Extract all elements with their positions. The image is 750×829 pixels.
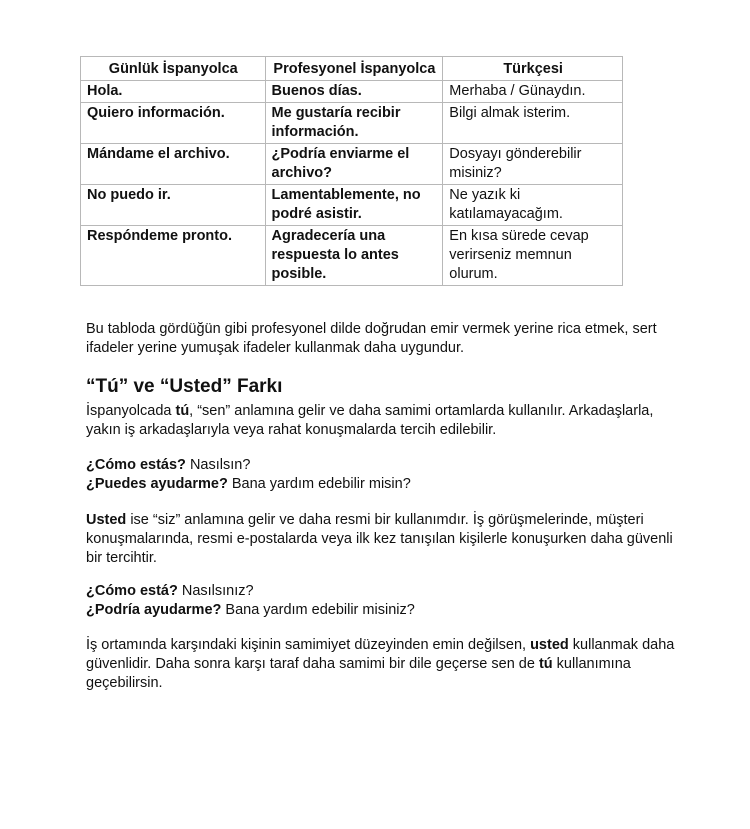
cell-professional: Me gustaría recibir información. <box>265 103 443 144</box>
closing-mid: kullanmak daha güvenlidir. Daha sonra karşı taraf daha samimi bir dile geçerse sen de <box>86 637 675 672</box>
usted-example-2-es: ¿Podría ayudarme? <box>86 602 222 618</box>
closing-word-usted: usted <box>530 637 569 653</box>
cell-professional: ¿Podría enviarme el archivo? <box>265 144 443 185</box>
usted-post: ise “siz” anlamına gelir ve daha resmi bir kullanımdır. İş görüşmelerinde, müşteri konuşmalarında, resmi e-postalarda veya ilk kez tanışılan kişilerle konuşurken daha güvenli bir tercihtir. <box>86 512 673 566</box>
tu-examples <box>86 456 686 494</box>
table-row <box>81 226 623 286</box>
tu-example-2-tr: Bana yardım edebilir misin? <box>227 476 411 492</box>
usted-paragraph <box>86 511 686 568</box>
table-row <box>81 185 623 226</box>
cell-professional: Agradecería una respuesta lo antes posible. <box>265 226 443 286</box>
usted-example-1-tr: Nasılsınız? <box>177 583 254 599</box>
header-professional: Profesyonel İspanyolca <box>265 57 443 81</box>
cell-turkish: Ne yazık ki katılamayacağım. <box>443 185 623 226</box>
usted-examples <box>86 582 686 620</box>
cell-professional: Lamentablemente, no podré asistir. <box>265 185 443 226</box>
table-row <box>81 144 623 185</box>
cell-casual: Hola. <box>81 81 266 103</box>
cell-turkish: Dosyayı gönderebilir misiniz? <box>443 144 623 185</box>
closing-post: kullanımına geçebilirsin. <box>86 656 631 691</box>
closing-word-tu: tú <box>538 656 553 672</box>
closing-pre: İş ortamında karşındaki kişinin samimiyet düzeyinden emin değilsen, <box>86 637 531 653</box>
usted-example-2-tr: Bana yardım edebilir misiniz? <box>221 602 415 618</box>
intro-paragraph: Bu tabloda gördüğün gibi profesyonel dilde doğrudan emir vermek yerine rica etmek, sert ifadeler yerine yumuşak ifadeler kullanmak daha uygundur. <box>86 321 657 356</box>
header-turkish: Türkçesi <box>443 57 623 81</box>
cell-casual: Respóndeme pronto. <box>81 226 266 286</box>
cell-casual: No puedo ir. <box>81 185 266 226</box>
tu-word: tú <box>175 403 190 419</box>
table-row <box>81 103 623 144</box>
cell-turkish: En kısa sürede cevap verirseniz memnun olurum. <box>443 226 623 286</box>
usted-word: Usted <box>86 512 127 528</box>
tu-example-1-tr: Nasılsın? <box>185 457 251 473</box>
section-heading: “Tú” ve “Usted” Farkı <box>86 376 283 397</box>
usted-example-1-es: ¿Cómo está? <box>86 583 178 599</box>
closing-paragraph <box>86 636 686 693</box>
tu-paragraph <box>86 402 686 440</box>
tu-example-2-es: ¿Puedes ayudarme? <box>86 476 228 492</box>
cell-casual: Quiero información. <box>81 103 266 144</box>
header-casual: Günlük İspanyolca <box>81 57 266 81</box>
cell-turkish: Merhaba / Günaydın. <box>443 81 623 103</box>
cell-turkish: Bilgi almak isterim. <box>443 103 623 144</box>
tu-post: , “sen” anlamına gelir ve daha samimi ortamlarda kullanılır. Arkadaşlarla, yakın iş arkadaşlarıyla veya rahat konuşmalarda tercih edilebilir. <box>86 403 654 438</box>
phrase-table <box>80 56 623 286</box>
table-row <box>81 81 623 103</box>
tu-example-1-es: ¿Cómo estás? <box>86 457 186 473</box>
tu-pre: İspanyolcada <box>86 403 176 419</box>
table-header-row <box>81 57 623 81</box>
cell-professional: Buenos días. <box>265 81 443 103</box>
cell-casual: Mándame el archivo. <box>81 144 266 185</box>
